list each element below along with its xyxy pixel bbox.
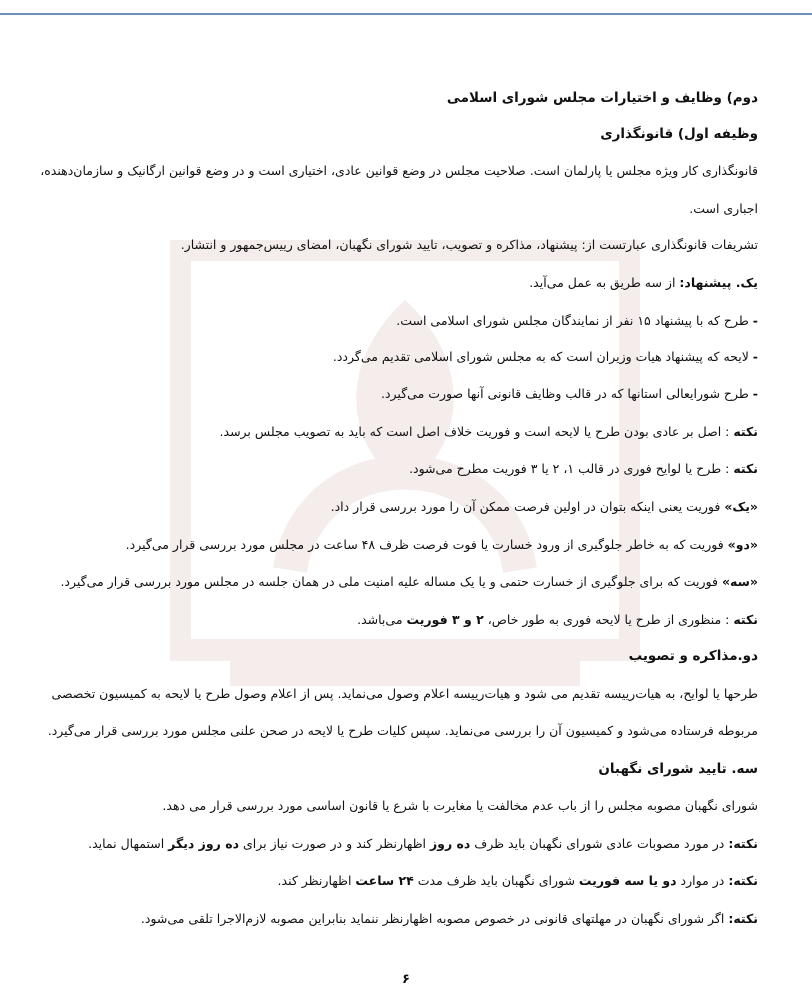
note-line <box>40 835 758 853</box>
urgency-text: فوریت یعنی اینکه بتوان در اولین فرصت ممکن آن را مورد بررسی قرار داد. <box>330 499 725 514</box>
note-text: شورای نگهبان باید ظرف مدت <box>413 873 579 888</box>
note-label: نکته: <box>728 836 758 851</box>
bullet-text: طرح شورایعالی استانها که در قالب وظایف قانونی آنها صورت می‌گیرد. <box>380 386 753 401</box>
note-line <box>40 460 758 478</box>
step-three-heading: سه. تایید شورای نگهبان <box>598 761 758 777</box>
page-number: ۶ <box>402 972 410 987</box>
note-emphasis: دو یا سه فوریت <box>578 873 677 888</box>
paragraph-line: طرحها یا لوایح، به هیات‌رییسه تقدیم می شود و هیات‌رییسه اعلام وصول می‌نماید. پس از اعلام وصول طرح یا لایحه به کمیسیون تخصصی <box>51 686 758 701</box>
note-text: اگر شورای نگهبان در مهلتهای قانونی در خصوص مصوبه اظهارنظر ننماید بنابراین مصوبه لازم‌الاجرا تلقی می‌شود. <box>140 911 729 926</box>
bullet-dash: - <box>752 386 758 401</box>
urgency-text: فوریت که برای جلوگیری از خسارت حتمی و یا یک مساله علیه امنیت ملی در همان جلسه در مجلس مورد بررسی قرار می‌گیرد. <box>60 574 722 589</box>
urgency-item <box>40 573 758 591</box>
bullet-text: طرح که با پیشنهاد ۱۵ نفر از نمایندگان مجلس شورای اسلامی است. <box>396 313 753 328</box>
note-text: در موارد <box>676 873 729 888</box>
note-line <box>40 423 758 441</box>
bullet-dash: - <box>752 313 758 328</box>
note-line <box>40 611 758 629</box>
duty-one-heading: وظیفه اول) قانونگذاری <box>600 126 758 142</box>
paragraph-line: قانونگذاری کار ویژه مجلس یا پارلمان است. صلاحیت مجلس در وضع قوانین عادی، اختیاری است و در وضع قوانین ارگانیک و سازمان‌دهنده، <box>40 163 758 178</box>
note-label: نکته <box>733 424 758 439</box>
note-emphasis: ده روز دیگر <box>168 836 239 851</box>
step-one-line <box>40 274 758 292</box>
urgency-item <box>40 498 758 516</box>
note-label: نکته: <box>728 873 758 888</box>
urgency-item <box>40 536 758 554</box>
paragraph-line: شورای نگهبان مصوبه مجلس را از باب عدم مخالفت یا مغایرت با شرع یا قانون اساسی مورد بررسی قرار می دهد. <box>162 798 758 813</box>
note-label: نکته <box>733 612 758 627</box>
note-text: اظهارنظر کند. <box>277 873 356 888</box>
urgency-label: «دو» <box>727 537 758 552</box>
urgency-text: فوریت که به خاطر جلوگیری از ورود خسارت یا فوت فرصت ظرف ۴۸ ساعت در مجلس مورد بررسی قرار می‌گیرد. <box>125 537 728 552</box>
bullet-text: لایحه که پیشنهاد هیات وزیران است که به مجلس شورای اسلامی تقدیم می‌گردد. <box>332 349 753 364</box>
note-emphasis: ۲۴ ساعت <box>355 873 414 888</box>
bullet-item <box>40 385 758 403</box>
note-label: نکته <box>733 461 758 476</box>
note-emphasis: ده روز <box>429 836 471 851</box>
note-text: : منظوری از طرح یا لایحه فوری به طور خاص، <box>483 612 734 627</box>
bullet-item <box>40 348 758 366</box>
urgency-label: «یک» <box>724 499 758 514</box>
formalities-line: تشریفات قانونگذاری عبارتست از: پیشنهاد، مذاکره و تصویب، تایید شورای نگهبان، امضای رییس‌جمهور و انتشار. <box>180 237 758 252</box>
step-two-heading: دو.مذاکره و تصویب <box>628 648 758 664</box>
note-text: : اصل بر عادی بودن طرح یا لایحه است و فوریت خلاف اصل است که باید به تصویب مجلس برسد. <box>219 424 734 439</box>
paragraph-line: مربوطه فرستاده می‌شود و کمیسیون آن را بررسی می‌نماید. سپس کلیات طرح یا لایحه در صحن علنی مجلس مورد بررسی قرار می‌گیرد. <box>47 723 758 738</box>
note-text: اظهارنظر کند و در صورت نیاز برای <box>239 836 430 851</box>
note-line <box>40 910 758 928</box>
step-one-label: یک. پیشنهاد: <box>679 275 758 290</box>
note-emphasis: ۲ و ۳ فوریت <box>406 612 484 627</box>
section-heading: دوم) وظایف و اختیارات مجلس شورای اسلامی <box>446 90 758 106</box>
note-text: در مورد مصوبات عادی شورای نگهبان باید ظرف <box>470 836 729 851</box>
note-line <box>40 872 758 890</box>
note-text: می‌باشد. <box>357 612 407 627</box>
urgency-label: «سه» <box>721 574 758 589</box>
document-page <box>40 0 758 1007</box>
note-text: : طرح یا لوایح فوری در قالب ۱، ۲ یا ۳ فوریت مطرح می‌شود. <box>409 461 734 476</box>
bullet-item <box>40 312 758 330</box>
paragraph-line: اجباری است. <box>689 201 758 216</box>
note-text: استمهال نماید. <box>88 836 169 851</box>
step-one-text: از سه طریق به عمل می‌آید. <box>529 275 680 290</box>
bullet-dash: - <box>752 349 758 364</box>
note-label: نکته: <box>728 911 758 926</box>
